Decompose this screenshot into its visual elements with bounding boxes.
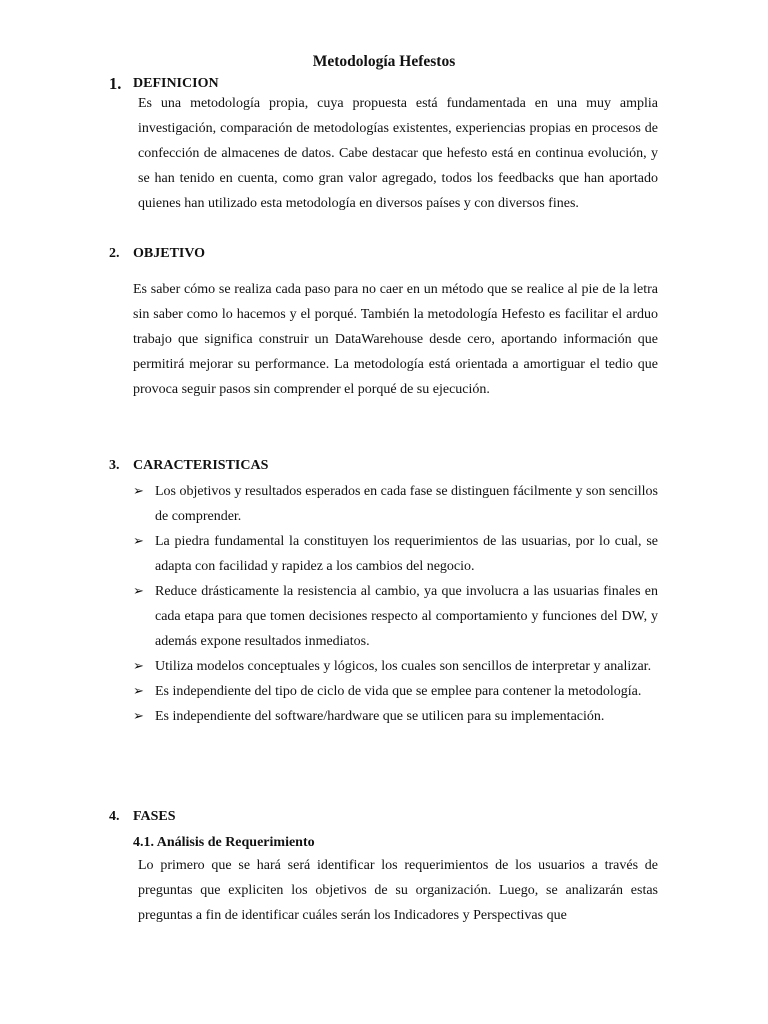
arrow-bullet-icon: ➢ (133, 709, 144, 724)
section-number: 4. (109, 809, 120, 824)
list-item: ➢ Es independiente del tipo de ciclo de vida que se emplee para contener la metodología. (133, 679, 658, 704)
section-paragraph-objetivo: Es saber cómo se realiza cada paso para no caer en un método que se realice al pie de la letra sin saber como lo hacemos y el porqué. También la metodología Hefesto es facilitar el arduo trabajo que significa construir un DataWarehouse desde cero, aportando información que permitirá mejorar su performance. La metodología está orientada a amortiguar el tedio que provoca seguir pasos sin comprender el porqué de su ejecución. (133, 282, 658, 397)
arrow-bullet-icon: ➢ (133, 684, 144, 699)
section-title: CARACTERISTICAS (133, 458, 269, 473)
section-heading-caracteristicas (109, 456, 269, 476)
arrow-bullet-icon: ➢ (133, 584, 144, 599)
arrow-bullet-icon: ➢ (133, 659, 144, 674)
section-title: DEFINICION (133, 76, 219, 91)
section-paragraph-fases: Lo primero que se hará será identificar los requerimientos de los usuarios a través de preguntas que expliciten los objetivos de su organización. Luego, se analizarán estas preguntas a fin de identificar cuáles serán los Indicadores y Perspectivas que (138, 858, 658, 923)
section-number: 1. (109, 74, 122, 93)
list-item: ➢ La piedra fundamental la constituyen los requerimientos de las usuarias, por lo cual, se adapta con facilidad y rapidez a los cambios del negocio. (133, 529, 658, 579)
subsection-heading-analisis: 4.1. Análisis de Requerimiento (133, 835, 315, 850)
list-item: ➢ Reduce drásticamente la resistencia al cambio, ya que involucra a las usuarias finales en cada etapa para que tomen decisiones respecto al comportamiento y funciones del DW, y además expone resultados inmediatos. (133, 579, 658, 654)
list-item: ➢ Utiliza modelos conceptuales y lógicos, los cuales son sencillos de interpretar y analizar. (133, 654, 658, 679)
arrow-bullet-icon: ➢ (133, 484, 144, 499)
characteristics-list (133, 479, 658, 729)
section-title: FASES (133, 809, 176, 824)
section-heading-definicion (109, 74, 219, 96)
section-heading-fases (109, 807, 176, 827)
section-number: 2. (109, 246, 120, 261)
section-title: OBJETIVO (133, 246, 206, 261)
section-paragraph-definicion: Es una metodología propia, cuya propuesta está fundamentada en una muy amplia investigación, comparación de metodologías existentes, experiencias propias en procesos de confección de almacenes de datos. Cabe destacar que hefesto está en continua evolución, y se han tenido en cuenta, como gran valor agregado, todos los feedbacks que han aportado quienes han utilizado esta metodología en diversos países y con diversos fines. (138, 96, 658, 211)
list-item: ➢ Los objetivos y resultados esperados en cada fase se distinguen fácilmente y son sencillos de comprender. (133, 479, 658, 529)
document-title: Metodología Hefestos (312, 53, 456, 70)
list-item: ➢ Es independiente del software/hardware que se utilicen para su implementación. (133, 704, 658, 729)
section-heading-objetivo (109, 244, 206, 264)
section-number: 3. (109, 458, 120, 473)
arrow-bullet-icon: ➢ (133, 534, 144, 549)
